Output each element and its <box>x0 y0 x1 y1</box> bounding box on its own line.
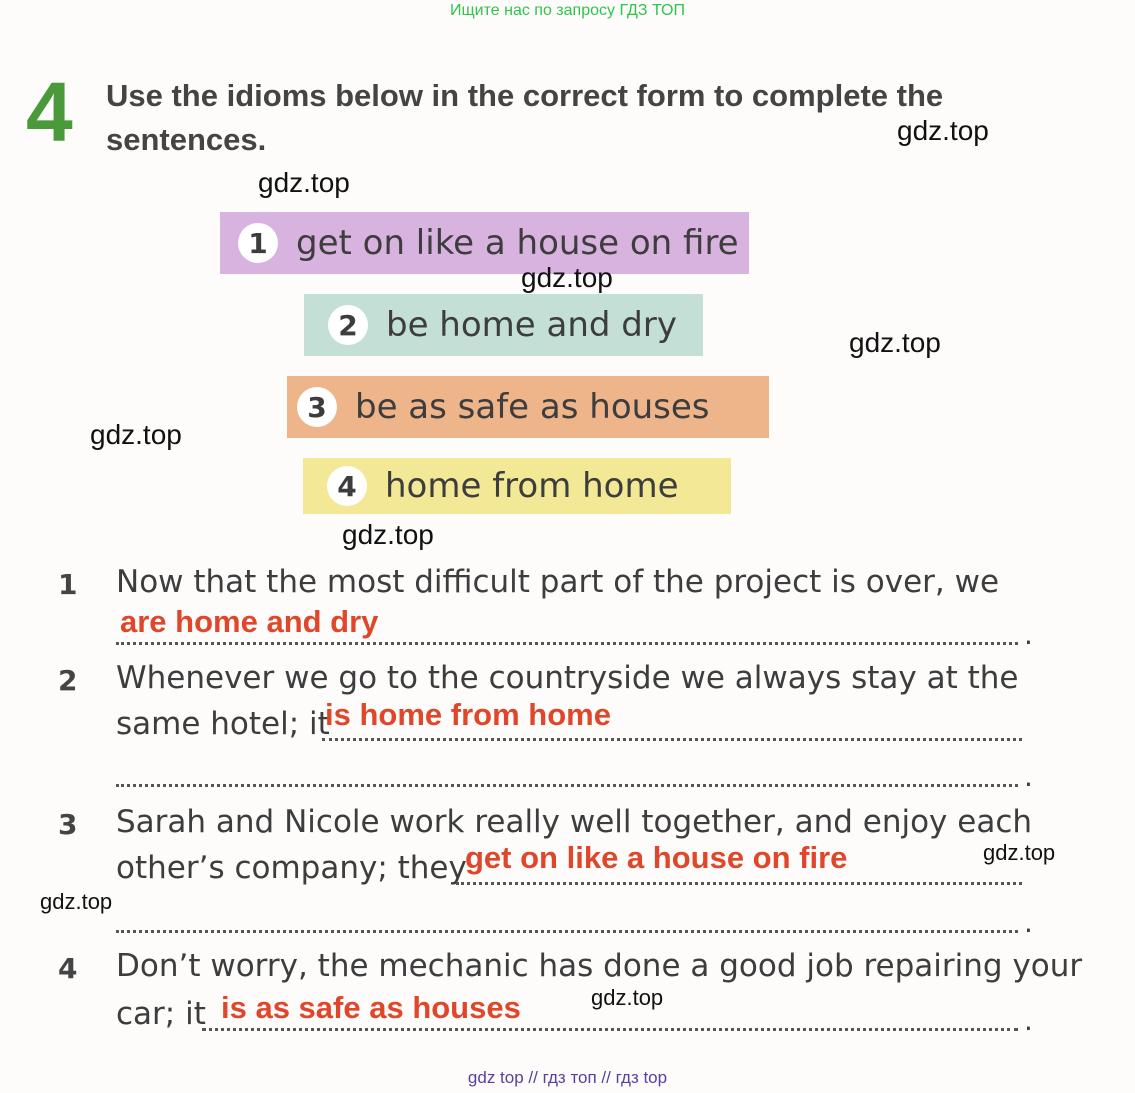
watermark: gdz.top <box>258 167 350 198</box>
watermark: gdz.top <box>40 889 113 914</box>
instruction-line-1: Use the idioms below in the correct form to complete the <box>106 78 944 113</box>
idiom-box-2 <box>304 294 703 356</box>
idiom-text: home from home <box>385 466 679 506</box>
idiom-text: be as safe as houses <box>355 387 710 427</box>
watermark: gdz.top <box>897 115 989 146</box>
idiom-box-3 <box>287 376 769 438</box>
idiom-text: be home and dry <box>386 305 677 345</box>
sentence-1-line-1: Now that the most difficult part of the project is over, we <box>116 564 1000 600</box>
watermark: gdz.top <box>521 262 613 293</box>
period: . <box>1024 906 1033 939</box>
watermark: gdz.top <box>342 519 434 550</box>
idiom-text: get on like a house on fire <box>296 223 739 263</box>
exercise-number: 4 <box>26 65 73 159</box>
watermark: gdz.top <box>591 985 664 1010</box>
answer-1[interactable]: are home and dry <box>120 604 379 639</box>
watermark: gdz.top <box>983 840 1056 865</box>
idiom-box-1 <box>220 212 749 274</box>
sentence-number: 4 <box>58 952 78 985</box>
idiom-box-4 <box>303 458 731 514</box>
answer-line <box>202 1028 1018 1031</box>
sentence-3-line-1: Sarah and Nicole work really well together, and enjoy each <box>116 804 1033 840</box>
sentence-number: 1 <box>58 568 78 601</box>
sentence-2-line-2: same hotel; it <box>116 706 330 742</box>
sentence-4-line-1: Don’t worry, the mechanic has done a good job repairing your <box>116 948 1083 984</box>
watermark: gdz.top <box>849 327 941 358</box>
idiom-number-badge: 1 <box>238 223 278 263</box>
answer-2[interactable]: is home from home <box>325 697 611 732</box>
answer-line <box>116 784 1018 787</box>
period: . <box>1024 1004 1033 1037</box>
instruction-line-2: sentences. <box>106 122 267 157</box>
sentence-3-line-2: other’s company; they <box>116 850 467 886</box>
answer-line <box>116 642 1018 645</box>
answer-line <box>116 930 1018 933</box>
idiom-number-badge: 3 <box>297 387 337 427</box>
period: . <box>1024 760 1033 793</box>
watermark: gdz.top <box>90 419 182 450</box>
sentence-number: 3 <box>58 808 78 841</box>
answer-line <box>456 882 1022 885</box>
answer-3[interactable]: get on like a house on fire <box>465 840 848 875</box>
sentence-number: 2 <box>58 664 78 697</box>
idiom-number-badge: 2 <box>328 305 368 345</box>
sentence-4-line-2: car; it <box>116 996 206 1032</box>
answer-line <box>322 738 1022 741</box>
footer-links[interactable]: gdz top // гдз топ // гдз top <box>467 1068 668 1087</box>
top-search-link[interactable]: Ищите нас по запросу ГДЗ ТОП <box>450 2 685 19</box>
idiom-number-badge: 4 <box>327 466 367 506</box>
answer-4[interactable]: is as safe as houses <box>221 990 521 1025</box>
period: . <box>1024 618 1033 651</box>
exercise-instruction <box>106 74 1006 162</box>
sentence-2-line-1: Whenever we go to the countryside we always stay at the <box>116 660 1019 696</box>
